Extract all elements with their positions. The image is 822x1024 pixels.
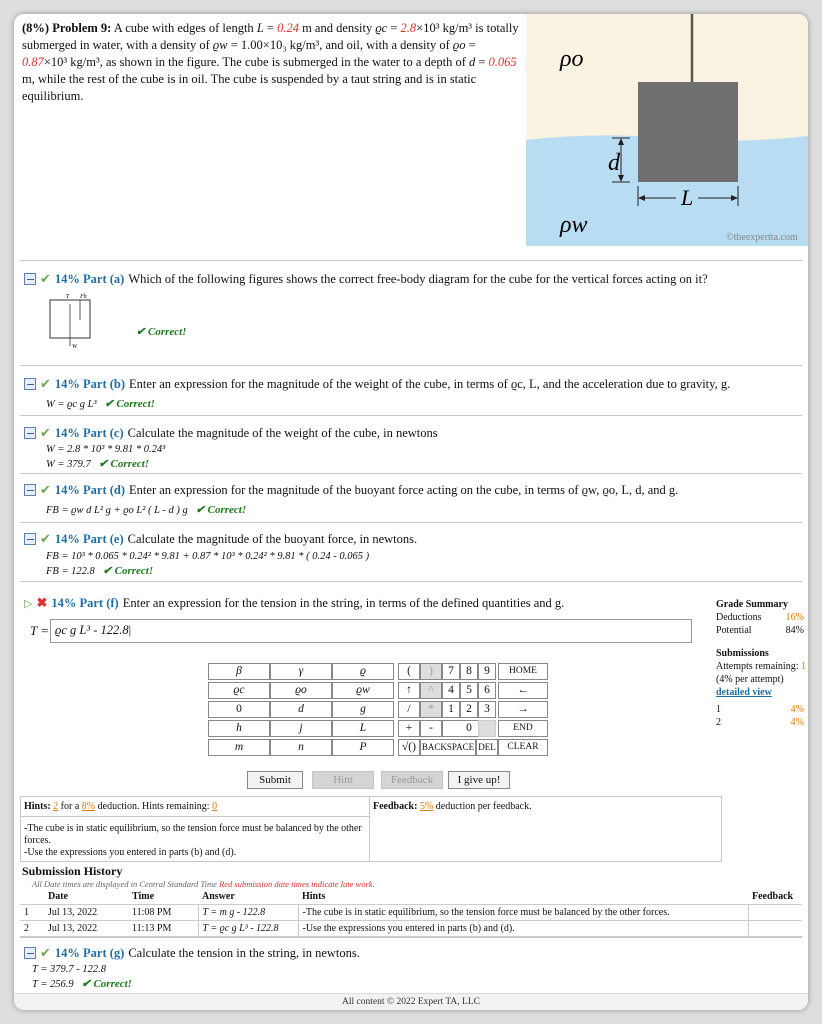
answer-input-value: ϱc g L³ - 122.8 [55, 623, 129, 637]
equals: = [263, 21, 278, 35]
hints-count: 2 [53, 801, 59, 812]
part-a-question: Which of the following figures shows the correct free-body diagram for the cube for the vertical forces acting on it? [128, 271, 708, 286]
row-feedback [748, 905, 802, 921]
fbd-buoyant: Fb [80, 294, 87, 300]
submission-history-title: Submission History [22, 864, 123, 878]
key-backspace[interactable]: BACKSPACE [420, 739, 476, 756]
part-e-work: FB = 10³ * 0.065 * 0.24² * 9.81 + 0.87 * 10³ * 0.24² * 9.81 * ( 0.24 - 0.065 ) [46, 551, 370, 562]
part-c-result: W = 379.7 [46, 459, 91, 470]
feedback-pct: 5% [419, 801, 434, 812]
key-1[interactable]: 1 [442, 701, 460, 718]
key-rho-w[interactable]: ϱw [332, 682, 394, 699]
key-8[interactable]: 8 [460, 663, 478, 680]
key-theta[interactable]: 0 [208, 701, 270, 718]
fbd-weight: W [72, 344, 77, 350]
submission-history-table [20, 889, 802, 937]
deductions-label: Deductions [716, 612, 762, 623]
key-minus[interactable]: - [420, 720, 442, 737]
symbol-rho-o: ϱo [452, 38, 466, 52]
key-9[interactable]: 9 [478, 663, 496, 680]
key-0[interactable]: 0 [442, 720, 496, 737]
L-label: L [681, 185, 694, 210]
check-icon: ✔ [40, 425, 51, 440]
problem-text: m and density [298, 21, 373, 35]
col-answer: Answer [202, 891, 235, 902]
row-answer: T = m g - 122.8 [198, 905, 298, 921]
d-label: d [608, 150, 620, 176]
feedback-button[interactable]: Feedback [381, 771, 443, 789]
problem-page [14, 14, 808, 1010]
part-c-work: W = 2.8 * 10³ * 9.81 * 0.24³ [46, 444, 166, 455]
history-header-row [20, 889, 802, 905]
hint-text: -Use the expressions you entered in parts (b) and (d). [24, 847, 237, 858]
part-a-header [24, 271, 708, 287]
problem-text: ×10³ kg/m³ is totally submerged in water, with a density of [22, 21, 519, 52]
collapse-icon[interactable] [24, 533, 36, 545]
key-rho-o[interactable]: ϱo [270, 682, 332, 699]
part-c-label: 14% Part (c) [54, 425, 124, 440]
row-number: 1 [24, 907, 29, 918]
submit-button[interactable]: Submit [247, 771, 303, 789]
grade-summary-title: Grade Summary [716, 599, 788, 610]
deductions-value: 16% [785, 612, 804, 623]
key-2[interactable]: 2 [460, 701, 478, 718]
row-number: 2 [24, 923, 29, 934]
table-row [20, 905, 802, 921]
row-hint: -Use the expressions you entered in parts (b) and (d). [298, 921, 748, 937]
collapse-icon[interactable] [24, 378, 36, 390]
symbol-d: d [468, 55, 476, 69]
hints-header [21, 797, 369, 817]
symbol-L: L [256, 21, 264, 35]
hint-button[interactable]: Hint [312, 771, 374, 789]
part-d-answer-row [46, 503, 246, 516]
key-open-paren[interactable]: ( [398, 663, 420, 680]
problem-figure [526, 14, 808, 246]
key-n[interactable]: n [270, 739, 332, 756]
incorrect-icon: ✖ [36, 595, 48, 610]
row-time: 11:13 PM [132, 923, 172, 934]
part-a-status: ✔ Correct! [136, 326, 187, 338]
hints-box [20, 796, 370, 862]
rho-o-label: ρo [560, 46, 584, 72]
key-up-arrow[interactable]: ↑ [398, 682, 420, 699]
answer-input-label: T = [30, 623, 50, 638]
problem-text: ×10³ kg/m³, as shown in the figure. The cube is submerged in the water to a depth of [43, 55, 466, 69]
key-end[interactable]: END [498, 720, 548, 737]
collapse-icon[interactable] [24, 947, 36, 959]
key-clear[interactable]: CLEAR [498, 739, 548, 756]
key-7[interactable]: 7 [442, 663, 460, 680]
part-e-header [24, 531, 417, 547]
part-c-result-row [46, 457, 149, 470]
part-d-header [24, 482, 678, 498]
check-icon: ✔ [40, 531, 51, 546]
part-d-answer: FB = ϱw d L² g + ϱo L² ( L - d ) g [46, 505, 188, 516]
check-icon: ✔ [40, 945, 51, 960]
submission-number: 1 [716, 704, 721, 715]
key-6[interactable]: 6 [478, 682, 496, 699]
row-date: Jul 13, 2022 [48, 923, 98, 934]
symbol-rho-c: ϱc [375, 21, 388, 35]
problem-heading: (8%) Problem 9: [22, 21, 112, 35]
expand-arrow-icon[interactable]: ▷ [24, 597, 33, 610]
part-c-status: ✔ Correct! [98, 458, 150, 470]
row-time: 11:08 PM [132, 907, 172, 918]
history-note [32, 879, 375, 889]
key-plus[interactable]: + [398, 720, 420, 737]
hints-remaining: 0 [212, 801, 218, 812]
history-note-text: All Date times are displayed in Central Standard Time [32, 879, 217, 889]
value-rho-c: 2.8 [400, 21, 417, 35]
part-g-result: T = 256.9 [32, 979, 74, 990]
row-feedback [748, 921, 802, 937]
footer: All content © 2022 Expert TA, LLC [14, 993, 808, 1010]
part-g-question: Calculate the tension in the string, in newtons. [128, 945, 360, 960]
hints-for: for a [60, 801, 80, 812]
col-hints: Hints [302, 891, 326, 902]
key-left-arrow[interactable]: ← [498, 682, 548, 699]
key-beta[interactable]: β [208, 663, 270, 680]
key-3[interactable]: 3 [478, 701, 496, 718]
value-rho-w: = 1.00×10₃ kg/m³, and oil, with a density of [230, 38, 450, 52]
hints-label: Hints: [24, 801, 51, 812]
key-h[interactable]: h [208, 720, 270, 737]
key-P[interactable]: P [332, 739, 394, 756]
problem-statement: (8%) Problem 9: A cube with edges of length L = 0.24 m and density ϱc = 2.8×10³ kg/m³ is totally submerged in water, with a density of ϱw = 1.00×10₃ kg/m³, and oil, with a density of ϱo = 0.87×10³ kg/m³, as shown in the figure. The cube is submerged in the water to a depth of d = 0.065 m, while the rest of the cube is in oil. The cube is suspended by a taut string and is in static equilibrium. [22, 21, 519, 103]
part-b-answer: W = ϱc g L³ [46, 399, 97, 410]
part-e-label: 14% Part (e) [54, 531, 124, 546]
submission-row [716, 716, 808, 729]
potential-value: 84% [785, 625, 804, 636]
part-a-label: 14% Part (a) [54, 271, 125, 286]
figure-credit: ©theexpertta.com [726, 232, 798, 243]
part-b-status: ✔ Correct! [104, 398, 155, 410]
part-e-result-row [46, 564, 153, 577]
part-b-question: Enter an expression for the magnitude of the weight of the cube, in terms of ϱc, L, and the acceleration due to gravity, g. [129, 376, 731, 391]
value-L: 0.24 [277, 21, 299, 35]
value-d: 0.065 [488, 55, 517, 69]
key-sqrt[interactable]: √() [398, 739, 420, 756]
key-rho-c[interactable]: ϱc [208, 682, 270, 699]
cube [638, 82, 738, 182]
key-caret[interactable]: ^ [420, 682, 442, 699]
key-j[interactable]: j [270, 720, 332, 737]
answer-input[interactable] [50, 619, 692, 643]
problem-text: A cube with edges of length [113, 21, 254, 35]
part-e-result: FB = 122.8 [46, 566, 95, 577]
col-feedback: Feedback [752, 891, 794, 902]
part-g-status: ✔ Correct! [81, 978, 132, 990]
attempts-value: 1 [801, 661, 806, 672]
history-late-note: Red submission date times indicate late work. [219, 879, 375, 889]
part-g-work: T = 379.7 - 122.8 [32, 964, 106, 975]
text-cursor: | [128, 623, 132, 637]
collapse-icon[interactable] [24, 273, 36, 285]
key-decimal-disabled [478, 720, 496, 737]
key-gamma[interactable]: γ [270, 663, 332, 680]
part-b-header [24, 376, 730, 392]
part-c-question: Calculate the magnitude of the weight of the cube, in newtons [127, 425, 438, 440]
submissions-title: Submissions [716, 648, 769, 659]
problem-text: m, while the rest of the cube is in oil. The cube is suspended by a taut string and is in static equilibrium. [22, 72, 477, 103]
submission-row [716, 703, 808, 716]
col-time: Time [132, 891, 155, 902]
hints-content [21, 817, 369, 859]
detailed-view-link[interactable]: detailed view [716, 687, 772, 698]
col-date: Date [48, 891, 68, 902]
row-answer: T = ϱc g L³ - 122.8 [198, 921, 298, 937]
fbd-tension: T [66, 294, 70, 300]
part-d-question: Enter an expression for the magnitude of the buoyant force acting on the cube, in terms of ϱw, ϱo, L, d, and g. [129, 482, 679, 497]
part-d-label: 14% Part (d) [54, 482, 126, 497]
fbd-diagram [46, 290, 108, 350]
part-f-header [24, 595, 564, 611]
cube-diagram [526, 14, 808, 246]
part-g-header [24, 945, 360, 961]
part-e-question: Calculate the magnitude of the buoyant force, in newtons. [127, 531, 418, 546]
check-icon: ✔ [40, 376, 51, 391]
value-rho-o: 0.87 [22, 55, 44, 69]
table-row [20, 921, 802, 937]
key-delete[interactable]: DEL [476, 739, 498, 756]
submission-deduction: 4% [790, 717, 804, 728]
key-m[interactable]: m [208, 739, 270, 756]
key-5[interactable]: 5 [460, 682, 478, 699]
key-close-paren[interactable]: ) [420, 663, 442, 680]
submission-number: 2 [716, 717, 721, 728]
check-icon: ✔ [40, 482, 51, 497]
part-d-status: ✔ Correct! [195, 504, 247, 516]
part-b-label: 14% Part (b) [54, 376, 126, 391]
grade-summary [716, 598, 808, 729]
part-c-header [24, 425, 438, 441]
key-d[interactable]: d [270, 701, 332, 718]
check-icon: ✔ [40, 271, 51, 286]
key-right-arrow[interactable]: → [498, 701, 548, 718]
potential-label: Potential [716, 625, 752, 636]
rho-w-label: ρw [560, 212, 588, 238]
hints-deduction: deduction. Hints remaining: [97, 801, 210, 812]
per-attempt-note: (4% per attempt) [716, 674, 784, 685]
part-e-status: ✔ Correct! [102, 565, 154, 577]
part-f-label: 14% Part (f) [51, 595, 119, 610]
give-up-button[interactable]: I give up! [448, 771, 510, 789]
feedback-label: Feedback: [373, 801, 418, 812]
key-home[interactable]: HOME [498, 663, 548, 680]
symbol-keypad [208, 663, 548, 758]
submission-deduction: 4% [790, 704, 804, 715]
key-4[interactable]: 4 [442, 682, 460, 699]
hints-pct: 8% [81, 801, 96, 812]
feedback-box [370, 796, 722, 862]
row-date: Jul 13, 2022 [48, 907, 98, 918]
key-g[interactable]: g [332, 701, 394, 718]
part-b-answer-row [46, 397, 155, 410]
key-divide[interactable]: / [398, 701, 420, 718]
row-hint: -The cube is in static equilibrium, so the tension force must be balanced by the other forces. [298, 905, 748, 921]
key-L[interactable]: L [332, 720, 394, 737]
part-a-fbd [46, 290, 108, 350]
hint-text: -The cube is in static equilibrium, so the tension force must be balanced by the other forces. [24, 823, 362, 846]
collapse-icon[interactable] [24, 427, 36, 439]
part-g-result-row [32, 977, 132, 990]
feedback-text: deduction per feedback. [435, 801, 532, 812]
key-rho[interactable]: ϱ [332, 663, 394, 680]
collapse-icon[interactable] [24, 484, 36, 496]
part-f-question: Enter an expression for the tension in the string, in terms of the defined quantities and g. [122, 595, 565, 610]
key-multiply[interactable]: * [420, 701, 442, 718]
part-g-label: 14% Part (g) [54, 945, 125, 960]
symbol-rho-w: ϱw [212, 38, 228, 52]
feedback-header [370, 797, 721, 816]
attempts-label: Attempts remaining: [716, 661, 799, 672]
